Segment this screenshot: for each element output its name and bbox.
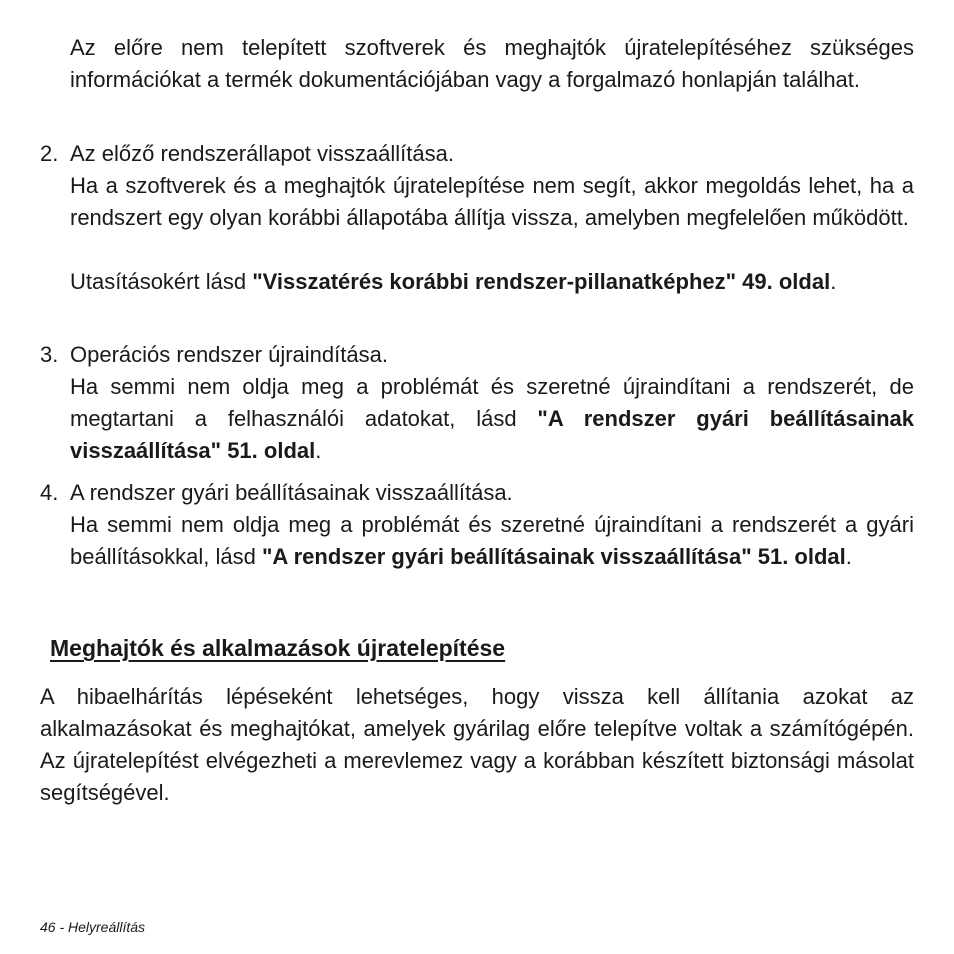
list-item-2-number: 2. xyxy=(40,141,59,166)
list-item-4-body xyxy=(70,509,914,573)
list-item-4-number: 4. xyxy=(40,480,59,505)
list-item-2-reference xyxy=(70,266,914,298)
list-item-3-title xyxy=(40,339,914,371)
list-item-2-ref-suffix: . xyxy=(830,269,837,294)
list-item-4-title xyxy=(40,477,914,509)
list-item-4-title-text: A rendszer gyári beállításainak visszaállítása. xyxy=(70,480,513,505)
list-item-3-body-suffix: . xyxy=(315,438,322,463)
list-item-4-body-suffix: . xyxy=(845,544,852,569)
list-item-3-body-prefix: Ha semmi nem oldja meg a problémát és szeretné újraindítani a rendszerét, de megtartani a felhasználói adatokat, lásd xyxy=(70,374,914,431)
list-item-2-title xyxy=(40,138,914,170)
list-item-4-ref-link[interactable]: "A rendszer gyári beállításainak visszaállítása" 51. oldal xyxy=(262,544,846,569)
page-footer: 46 - Helyreállítás xyxy=(40,919,146,935)
list-item-3-number: 3. xyxy=(40,342,59,367)
intro-paragraph: Az előre nem telepített szoftverek és meghajtók újratelepítéséhez szükséges információkat a termék dokumentációjában vagy a forgalmazó honlapján találhat. xyxy=(70,35,914,92)
list-item-2-body: Ha a szoftverek és a meghajtók újratelepítése nem segít, akkor megoldás lehet, ha a rendszert egy olyan korábbi állapotába állítja vissza, amelyben megfelelően működött. xyxy=(70,173,914,230)
list-item-2-ref-link[interactable]: "Visszatérés korábbi rendszer-pillanatképhez" 49. oldal xyxy=(252,269,831,294)
section-heading: Meghajtók és alkalmazások újratelepítése xyxy=(50,635,506,661)
section-paragraph: A hibaelhárítás lépéseként lehetséges, hogy vissza kell állítania azokat az alkalmazásokat és meghajtókat, amelyek gyárilag előre telepítve voltak a számítógépén. Az újratelepítést elvégezheti a merevlemez vagy a korábban készített biztonsági másolat segítségével. xyxy=(40,684,914,805)
list-item-3-body xyxy=(70,371,914,467)
list-item-2-ref-prefix: Utasításokért lásd xyxy=(70,269,253,294)
list-item-2-title-text: Az előző rendszerállapot visszaállítása. xyxy=(70,141,454,166)
list-item-4-body-prefix: Ha semmi nem oldja meg a problémát és szeretné újraindítani a rendszerét a gyári beállításokkal, lásd xyxy=(70,512,914,569)
list-item-3-ref-link[interactable]: "A rendszer gyári beállításainak visszaállítása" 51. oldal xyxy=(70,406,914,463)
list-item-3-title-text: Operációs rendszer újraindítása. xyxy=(70,342,388,367)
